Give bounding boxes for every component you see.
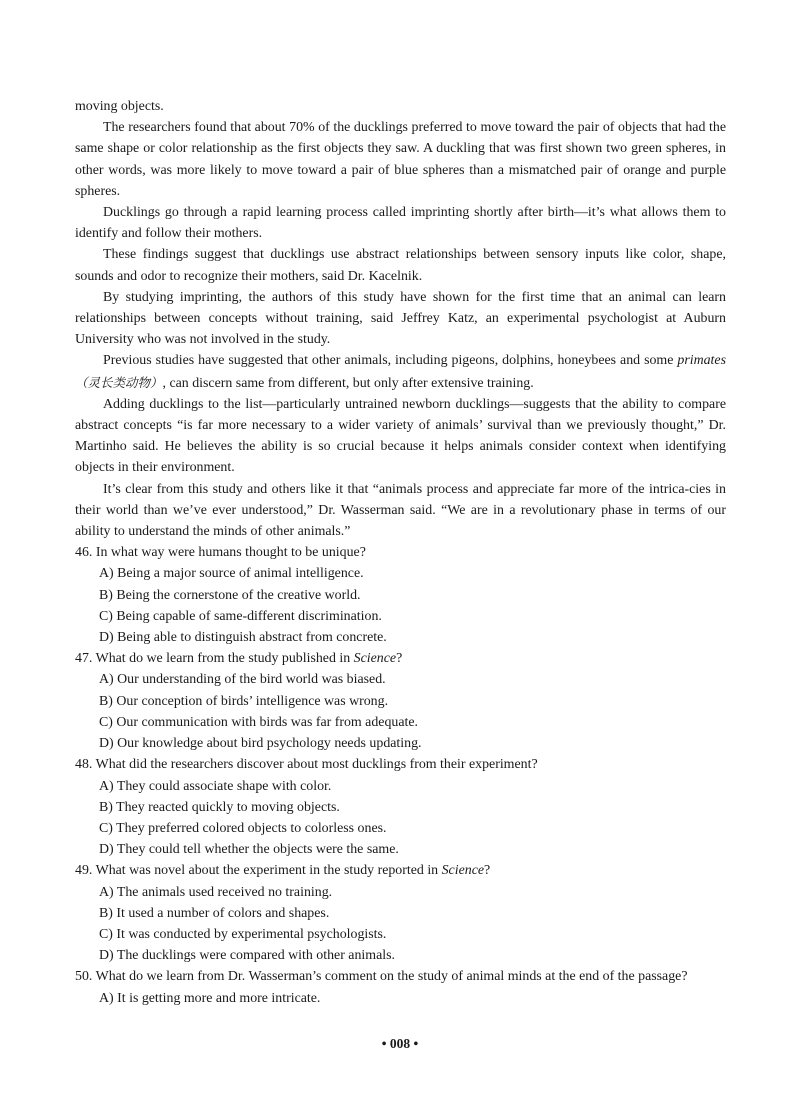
question-stem [75,648,726,669]
option-a: A) Our understanding of the bird world was biased. [99,672,386,688]
option-b: B) It used a number of colors and shapes. [99,905,330,921]
option-c: C) Being capable of same-different discrimination. [99,608,382,624]
paragraph: Ducklings go through a rapid learning process called imprinting shortly after birth—it’s what allows them to identify and follow their mothers. [75,205,726,242]
option-d: D) They could tell whether the objects were the same. [99,842,399,858]
question-stem: 50. What do we learn from Dr. Wasserman’s comment on the study of animal minds at the end of the passage? [75,969,688,985]
question-stem: 46. In what way were humans thought to be unique? [75,545,366,561]
page-number: • 008 • [381,1036,419,1051]
option-c: C) Our communication with birds was far from adequate. [99,714,419,730]
option-a: A) It is getting more and more intricate. [99,990,321,1006]
option-d: D) Being able to distinguish abstract from concrete. [99,630,387,646]
paragraph: The researchers found that about 70% of the ducklings preferred to move toward the pair of objects that had the same shape or color relationship as the first objects they saw. A duckling that was first shown two green spheres, in other words, was more likely to move toward a pair of blue spheres than a mismatched pair of orange and purple spheres. [75,120,726,199]
option-d: D) The ducklings were compared with other animals. [99,948,395,964]
question-47 [75,648,726,754]
option-b: B) Being the cornerstone of the creative world. [99,587,361,603]
paragraph: Adding ducklings to the list—particularly untrained newborn ducklings—suggests that the ability to compare abstract concepts “is far more necessary to a wider variety of animals’ survival than we previously thought,” Dr. Martinho said. He believes the ability is so crucial because it helps animals consider context when identifying objects in their environment. [75,396,726,476]
journal-name: Science [441,863,485,879]
option-a: A) They could associate shape with color. [99,778,332,794]
italic-term: primates [677,353,726,369]
journal-name: Science [353,651,397,667]
option-c: C) They preferred colored objects to colorless ones. [99,820,387,836]
question-stem [75,860,726,881]
paragraph: These findings suggest that ducklings use abstract relationships between sensory inputs like color, shape, sounds and odor to recognize their mothers, said Dr. Kacelnik. [75,247,726,284]
option-d: D) Our knowledge about bird psychology needs updating. [99,736,422,752]
stem-text: 49. What was novel about the experiment in the study reported in [75,863,442,879]
question-stem: 48. What did the researchers discover about most ducklings from their experiment? [75,757,538,773]
question-50 [75,966,726,1008]
paragraph-text: , can discern same from different, but only after extensive training. [162,375,534,391]
stem-text: ? [396,651,403,667]
passage [75,96,726,1009]
paragraph-primates [75,350,726,393]
paragraph-text: Previous studies have suggested that other animals, including pigeons, dolphins, honeybees and some [103,353,678,369]
paragraph: It’s clear from this study and others like it that “animals process and appreciate far more of the intrica-cies in their world than we’ve ever understood,” Dr. Wasserman said. “We are in a revolutionary phase in terms of our ability to understand the minds of other animals.” [75,481,726,540]
paragraph: By studying imprinting, the authors of this study have shown for the first time that an animal can learn relationships between concepts without training, said Jeffrey Katz, an experimental psychologist at Auburn University who was not involved in the study. [75,289,726,348]
option-a: A) Being a major source of animal intelligence. [99,566,364,582]
option-b: B) They reacted quickly to moving objects. [99,799,340,815]
option-a: A) The animals used received no training. [99,884,333,900]
paragraph: moving objects. [75,99,164,114]
option-b: B) Our conception of birds’ intelligence was wrong. [99,693,389,709]
stem-text: ? [484,863,491,879]
option-c: C) It was conducted by experimental psychologists. [99,926,387,942]
chinese-gloss: （灵长类动物） [75,374,163,390]
stem-text: 47. What do we learn from the study published in [75,651,354,667]
question-48 [75,754,726,860]
question-46 [75,542,726,648]
question-49 [75,860,726,966]
